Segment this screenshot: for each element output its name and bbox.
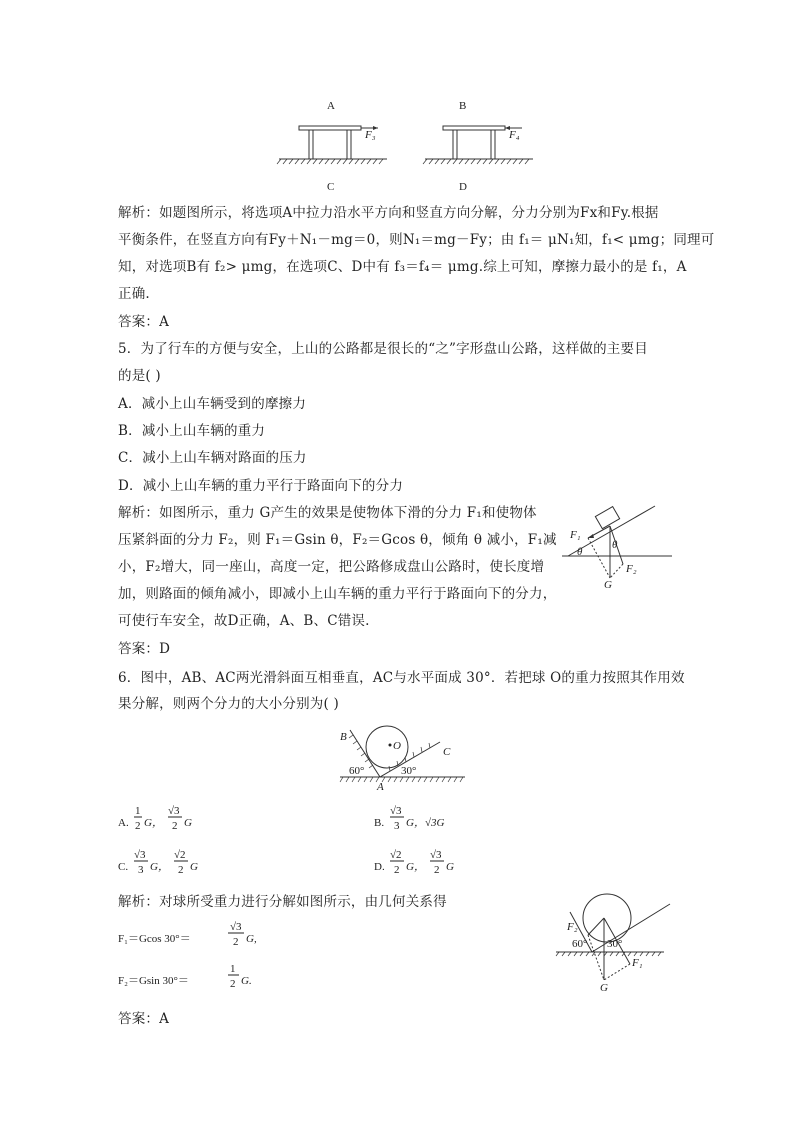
figure-label-b: B	[459, 100, 467, 112]
q6-stem-line1: 6．图中，AB、AC两光滑斜面互相垂直，AC与水平面成 30°．若把球 O的重力按照其作用效	[118, 670, 685, 686]
q5-analysis-line2: 压紧斜面的分力 F₂，则 F₁＝Gsin θ，F₂＝Gcos θ，倾角 θ 减小，F₁减	[118, 532, 557, 548]
figure-label-c: C	[327, 181, 335, 193]
svg-text:G，√3G: G，√3G	[406, 817, 445, 829]
svg-text:G，: G，	[406, 861, 425, 873]
svg-text:D.: D.	[374, 861, 385, 873]
svg-text:1: 1	[135, 805, 141, 817]
q5-analysis-line1: 解析：如图所示，重力 G产生的效果是使物体下滑的分力 F₁和使物体	[118, 505, 537, 521]
q6-option-a	[118, 805, 192, 832]
q5-option-a: A．减小上山车辆受到的摩擦力	[118, 396, 307, 412]
q6-fig-label-o: O	[393, 740, 401, 752]
figure-label-f3: F₃	[365, 129, 376, 141]
svg-text:2: 2	[394, 864, 400, 876]
svg-text:√3: √3	[230, 921, 242, 933]
q6-fig-label-b: B	[340, 731, 347, 743]
q5-option-b: B．减小上山车辆的重力	[118, 423, 266, 439]
figure-incline-block	[560, 498, 680, 593]
q5-stem-line1: 5．为了行车的方便与安全，上山的公路都是很长的“之”字形盘山公路，这样做的主要目	[118, 341, 648, 357]
q5-fig-theta-left: θ	[577, 546, 583, 558]
q5-fig-theta-right: θ	[612, 539, 618, 551]
q6-answer: 答案：A	[118, 1011, 170, 1027]
q4-analysis-line2: 平衡条件，在竖直方向有Fy＋N₁－mg＝0，则N₁＝mg－Fy；由 f₁＝ μN₁知，f₁< μmg；同理可	[118, 232, 715, 248]
q4-analysis-line4: 正确.	[118, 286, 150, 302]
figure-tables-abcd	[275, 95, 540, 195]
q5-analysis-line5: 可使行车安全，故D正确，A、B、C错误.	[118, 613, 370, 629]
svg-text:2: 2	[230, 978, 236, 990]
svg-text:C.: C.	[118, 861, 129, 873]
q6-fig2-angle-60: 60°	[572, 938, 588, 950]
q5-stem-line2: 的是( )	[118, 368, 161, 384]
svg-text:2: 2	[434, 864, 440, 876]
q6-fig2-angle-30: 30°	[607, 938, 623, 950]
svg-text:√3: √3	[430, 849, 442, 861]
svg-text:G，: G，	[144, 817, 163, 829]
svg-text:2: 2	[233, 936, 239, 948]
q4-analysis-line1: 解析：如题图所示，将选项A中拉力沿水平方向和竖直方向分解，分力分别为Fx和Fy.根据	[118, 205, 659, 221]
svg-text:2: 2	[172, 820, 178, 832]
svg-text:√3: √3	[390, 805, 402, 817]
q6-fig-angle-60: 60°	[349, 765, 365, 777]
svg-text:G,: G,	[246, 933, 257, 945]
figure-ball-two-slopes	[335, 720, 470, 792]
q5-option-c: C．减小上山车辆对路面的压力	[118, 450, 307, 466]
q6-option-b	[374, 805, 444, 832]
figure-label-d: D	[459, 181, 467, 193]
q5-fig-f1: F₁	[570, 529, 581, 541]
svg-text:B.: B.	[374, 817, 385, 829]
figure-ball-decomposition	[552, 880, 682, 995]
q5-answer: 答案：D	[118, 641, 171, 657]
q4-analysis-line3: 知，对选项B有 f₂> μmg，在选项C、D中有 f₃＝f₄＝ μmg.综上可知，摩擦力最小的是 f₁，A	[118, 259, 687, 275]
q6-fig-angle-30: 30°	[401, 765, 417, 777]
svg-text:G: G	[184, 817, 192, 829]
svg-text:√2: √2	[174, 849, 186, 861]
q6-options	[118, 800, 538, 880]
q6-fig2-g: G	[600, 982, 608, 994]
svg-text:2: 2	[178, 864, 184, 876]
svg-text:F₂＝Gsin 30°＝: F₂＝Gsin 30°＝	[118, 975, 189, 987]
svg-text:3: 3	[394, 820, 400, 832]
q6-option-d	[374, 849, 454, 876]
q6-equation-f1	[118, 921, 257, 948]
svg-text:√3: √3	[134, 849, 146, 861]
svg-text:G: G	[190, 861, 198, 873]
svg-text:1: 1	[230, 963, 236, 975]
figure-label-f4: F₄	[509, 129, 520, 141]
q6-stem-line2: 果分解，则两个分力的大小分别为( )	[118, 696, 339, 712]
q5-option-d: D．减小上山车辆的重力平行于路面向下的分力	[118, 478, 404, 494]
q5-analysis-line3: 小，F₂增大，同一座山，高度一定，把公路修成盘山公路时，使长度增	[118, 559, 545, 575]
svg-text:G: G	[446, 861, 454, 873]
q6-option-c	[118, 849, 198, 876]
q6-equation-f2	[118, 963, 252, 990]
svg-text:√2: √2	[390, 849, 402, 861]
q6-fig-label-a: A	[377, 781, 384, 792]
q4-answer: 答案：A	[118, 314, 170, 330]
svg-text:3: 3	[138, 864, 144, 876]
q6-fig2-f1: F₁	[632, 957, 643, 969]
svg-text:2: 2	[135, 820, 141, 832]
q5-analysis-line4: 加，则路面的倾角减小，即减小上山车辆的重力平行于路面向下的分力，	[118, 586, 557, 602]
q6-fig-label-c: C	[443, 746, 451, 758]
svg-text:G.: G.	[241, 975, 252, 987]
q5-fig-g: G	[604, 579, 612, 591]
svg-text:F₁＝Gcos 30°＝: F₁＝Gcos 30°＝	[118, 933, 191, 945]
svg-text:√3: √3	[168, 805, 180, 817]
q6-analysis-line1: 解析：对球所受重力进行分解如图所示，由几何关系得	[118, 894, 447, 910]
svg-text:A.: A.	[118, 817, 129, 829]
q6-fig2-f2: F₂	[567, 921, 578, 933]
q6-equations	[118, 918, 378, 996]
svg-text:G，: G，	[150, 861, 169, 873]
q5-fig-f2: F₂	[626, 563, 637, 575]
figure-label-a: A	[327, 100, 335, 112]
